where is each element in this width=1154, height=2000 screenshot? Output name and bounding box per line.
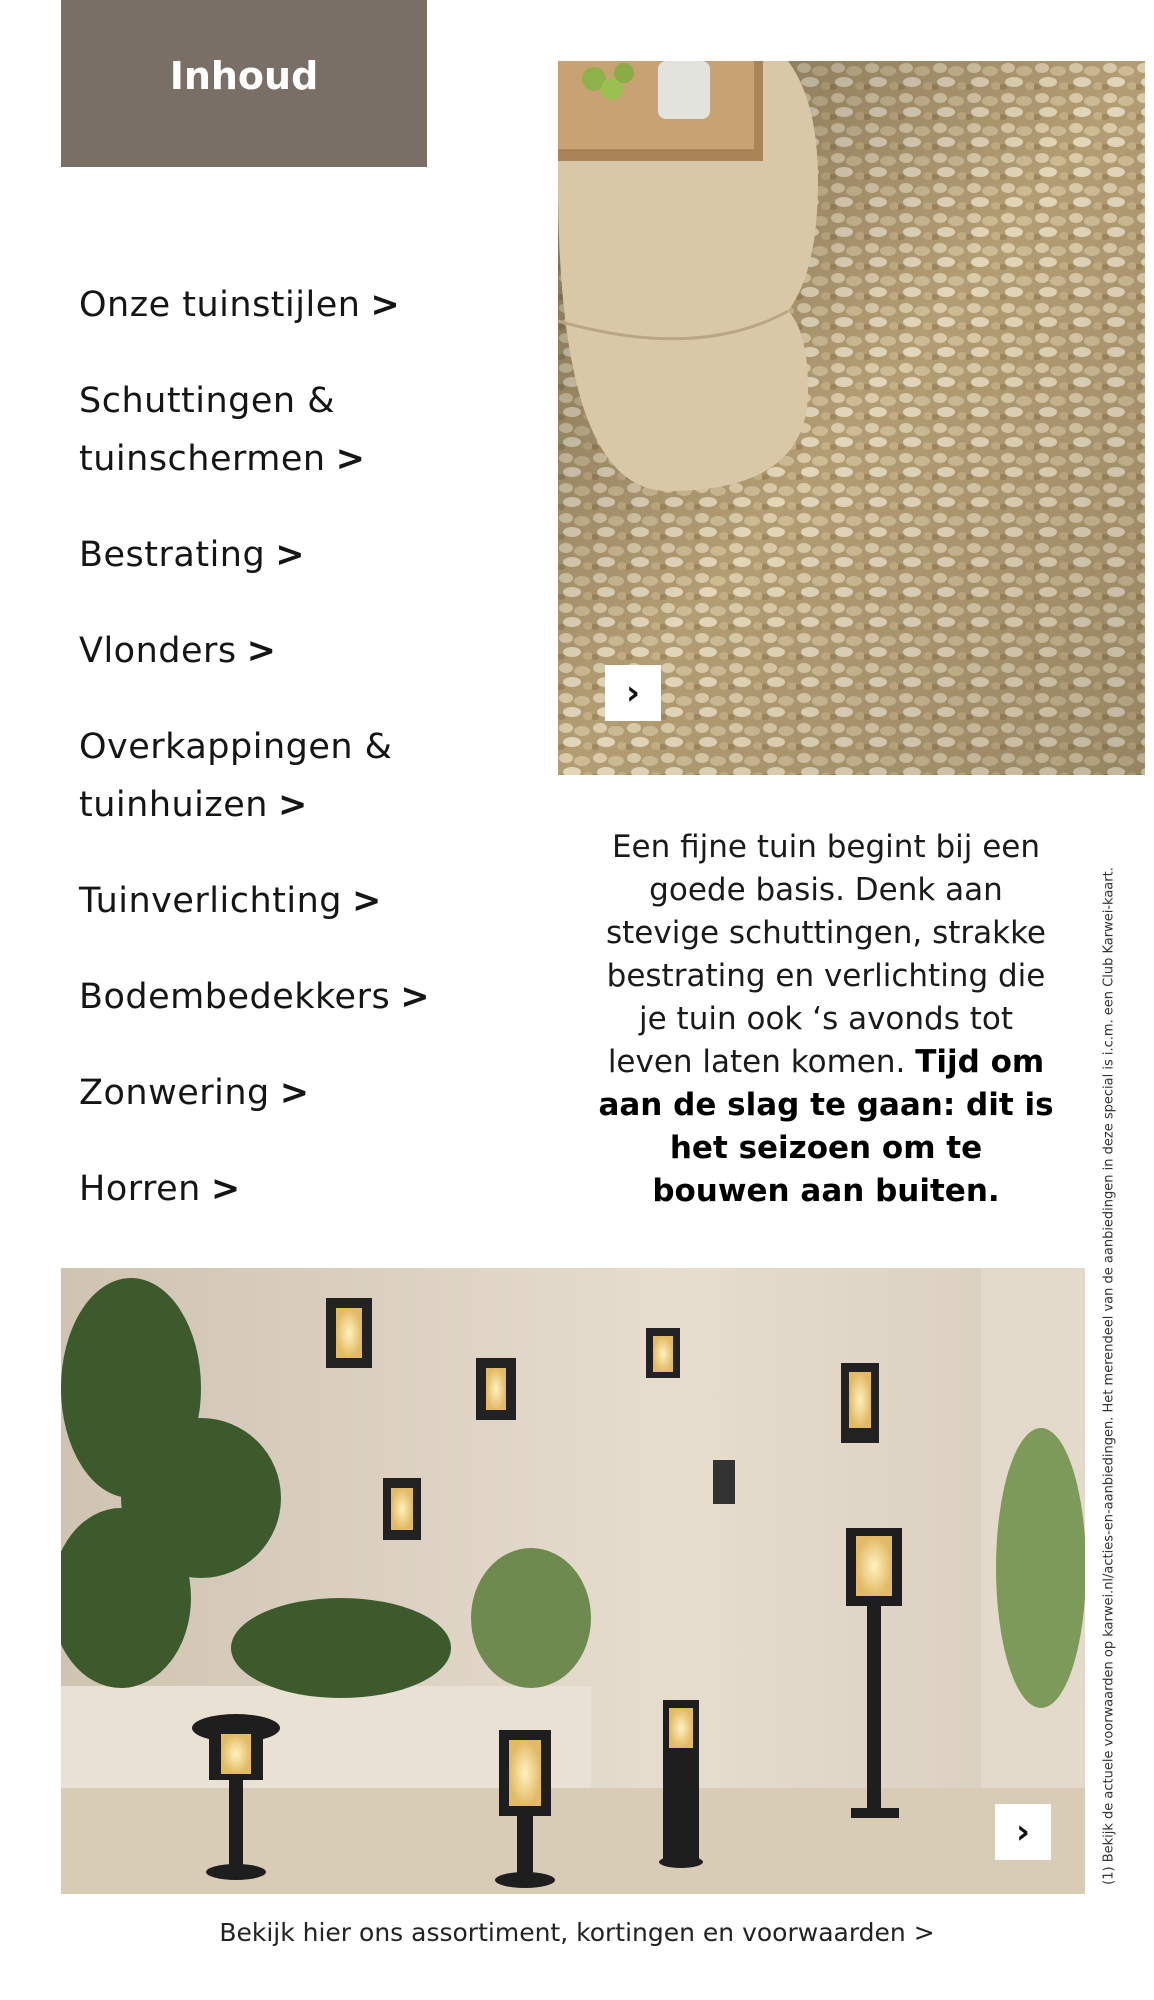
vertical-disclaimer (1092, 856, 1126, 1896)
nav-item-tuinverlichting[interactable] (79, 872, 539, 930)
nav-item-label: Overkappingen & (79, 727, 393, 767)
chevron-right-icon: > (275, 535, 306, 575)
garden-lights-illustration (61, 1268, 1085, 1894)
gravel-photo (558, 61, 1145, 775)
nav-item-overkappingen[interactable] (79, 718, 539, 834)
intro-text (598, 826, 1054, 1213)
nav-item-bestrating[interactable] (79, 526, 539, 584)
nav-item-label: Bestrating (79, 535, 266, 575)
nav-item-zonwering[interactable] (79, 1064, 539, 1122)
nav-item-label: Vlonders (79, 631, 237, 671)
contents-header (61, 0, 427, 167)
chevron-right-icon: > (278, 785, 308, 825)
chevron-right-icon: > (352, 881, 382, 921)
chevron-right-icon: › (1015, 1812, 1030, 1852)
intro-regular: Een fijne tuin begint bij een goede basis. Denk aan stevige schuttingen, strakke bestrating en verlichting die je tuin ook ‘s avonds tot leven laten komen. (605, 829, 1047, 1080)
garden-lights-photo (61, 1268, 1085, 1894)
chevron-right-icon: > (210, 1169, 241, 1209)
chevron-right-icon: > (370, 285, 401, 325)
nav-item-label-line2: tuinschermen (79, 439, 326, 479)
nav-item-horren[interactable] (79, 1160, 539, 1218)
chevron-right-icon: > (400, 977, 431, 1017)
nav-item-label: Onze tuinstijlen (79, 285, 361, 325)
next-arrow-button[interactable] (995, 1804, 1051, 1860)
nav-item-label: Zonwering (79, 1073, 270, 1113)
nav-item-vlonders[interactable] (79, 622, 539, 680)
nav-item-bodembedekkers[interactable] (79, 968, 539, 1026)
nav-item-schuttingen[interactable] (79, 372, 539, 488)
assortment-link-label: Bekijk hier ons assortiment, kortingen en voorwaarden > (219, 1918, 935, 1947)
nav-item-tuinstijlen[interactable] (79, 276, 539, 334)
contents-title: Inhoud (169, 53, 319, 98)
intro-bold: Tijd om aan de slag te gaan: dit is het seizoen om te bouwen aan buiten. (598, 1044, 1054, 1209)
chevron-right-icon: > (246, 631, 277, 671)
nav-item-label: Horren (79, 1169, 201, 1209)
contents-nav (79, 276, 539, 1256)
chevron-right-icon: > (335, 439, 366, 479)
nav-item-label-line2: tuinhuizen (79, 785, 268, 825)
nav-item-label: Bodembedekkers (79, 977, 391, 1017)
chevron-right-icon: > (279, 1073, 310, 1113)
disclaimer-text: (1) Bekijk de actuele voorwaarden op karwei.nl/acties-en-aanbiedingen. Het merendeel van de aanbiedingen in deze special is i.c.m. een Club Karwei-kaart. (1101, 867, 1117, 1885)
chevron-right-icon: › (625, 673, 640, 713)
assortment-link[interactable] (0, 1918, 1154, 1947)
nav-item-label: Tuinverlichting (79, 881, 343, 921)
next-arrow-button[interactable] (605, 665, 661, 721)
nav-item-label: Schuttingen & (79, 381, 336, 421)
